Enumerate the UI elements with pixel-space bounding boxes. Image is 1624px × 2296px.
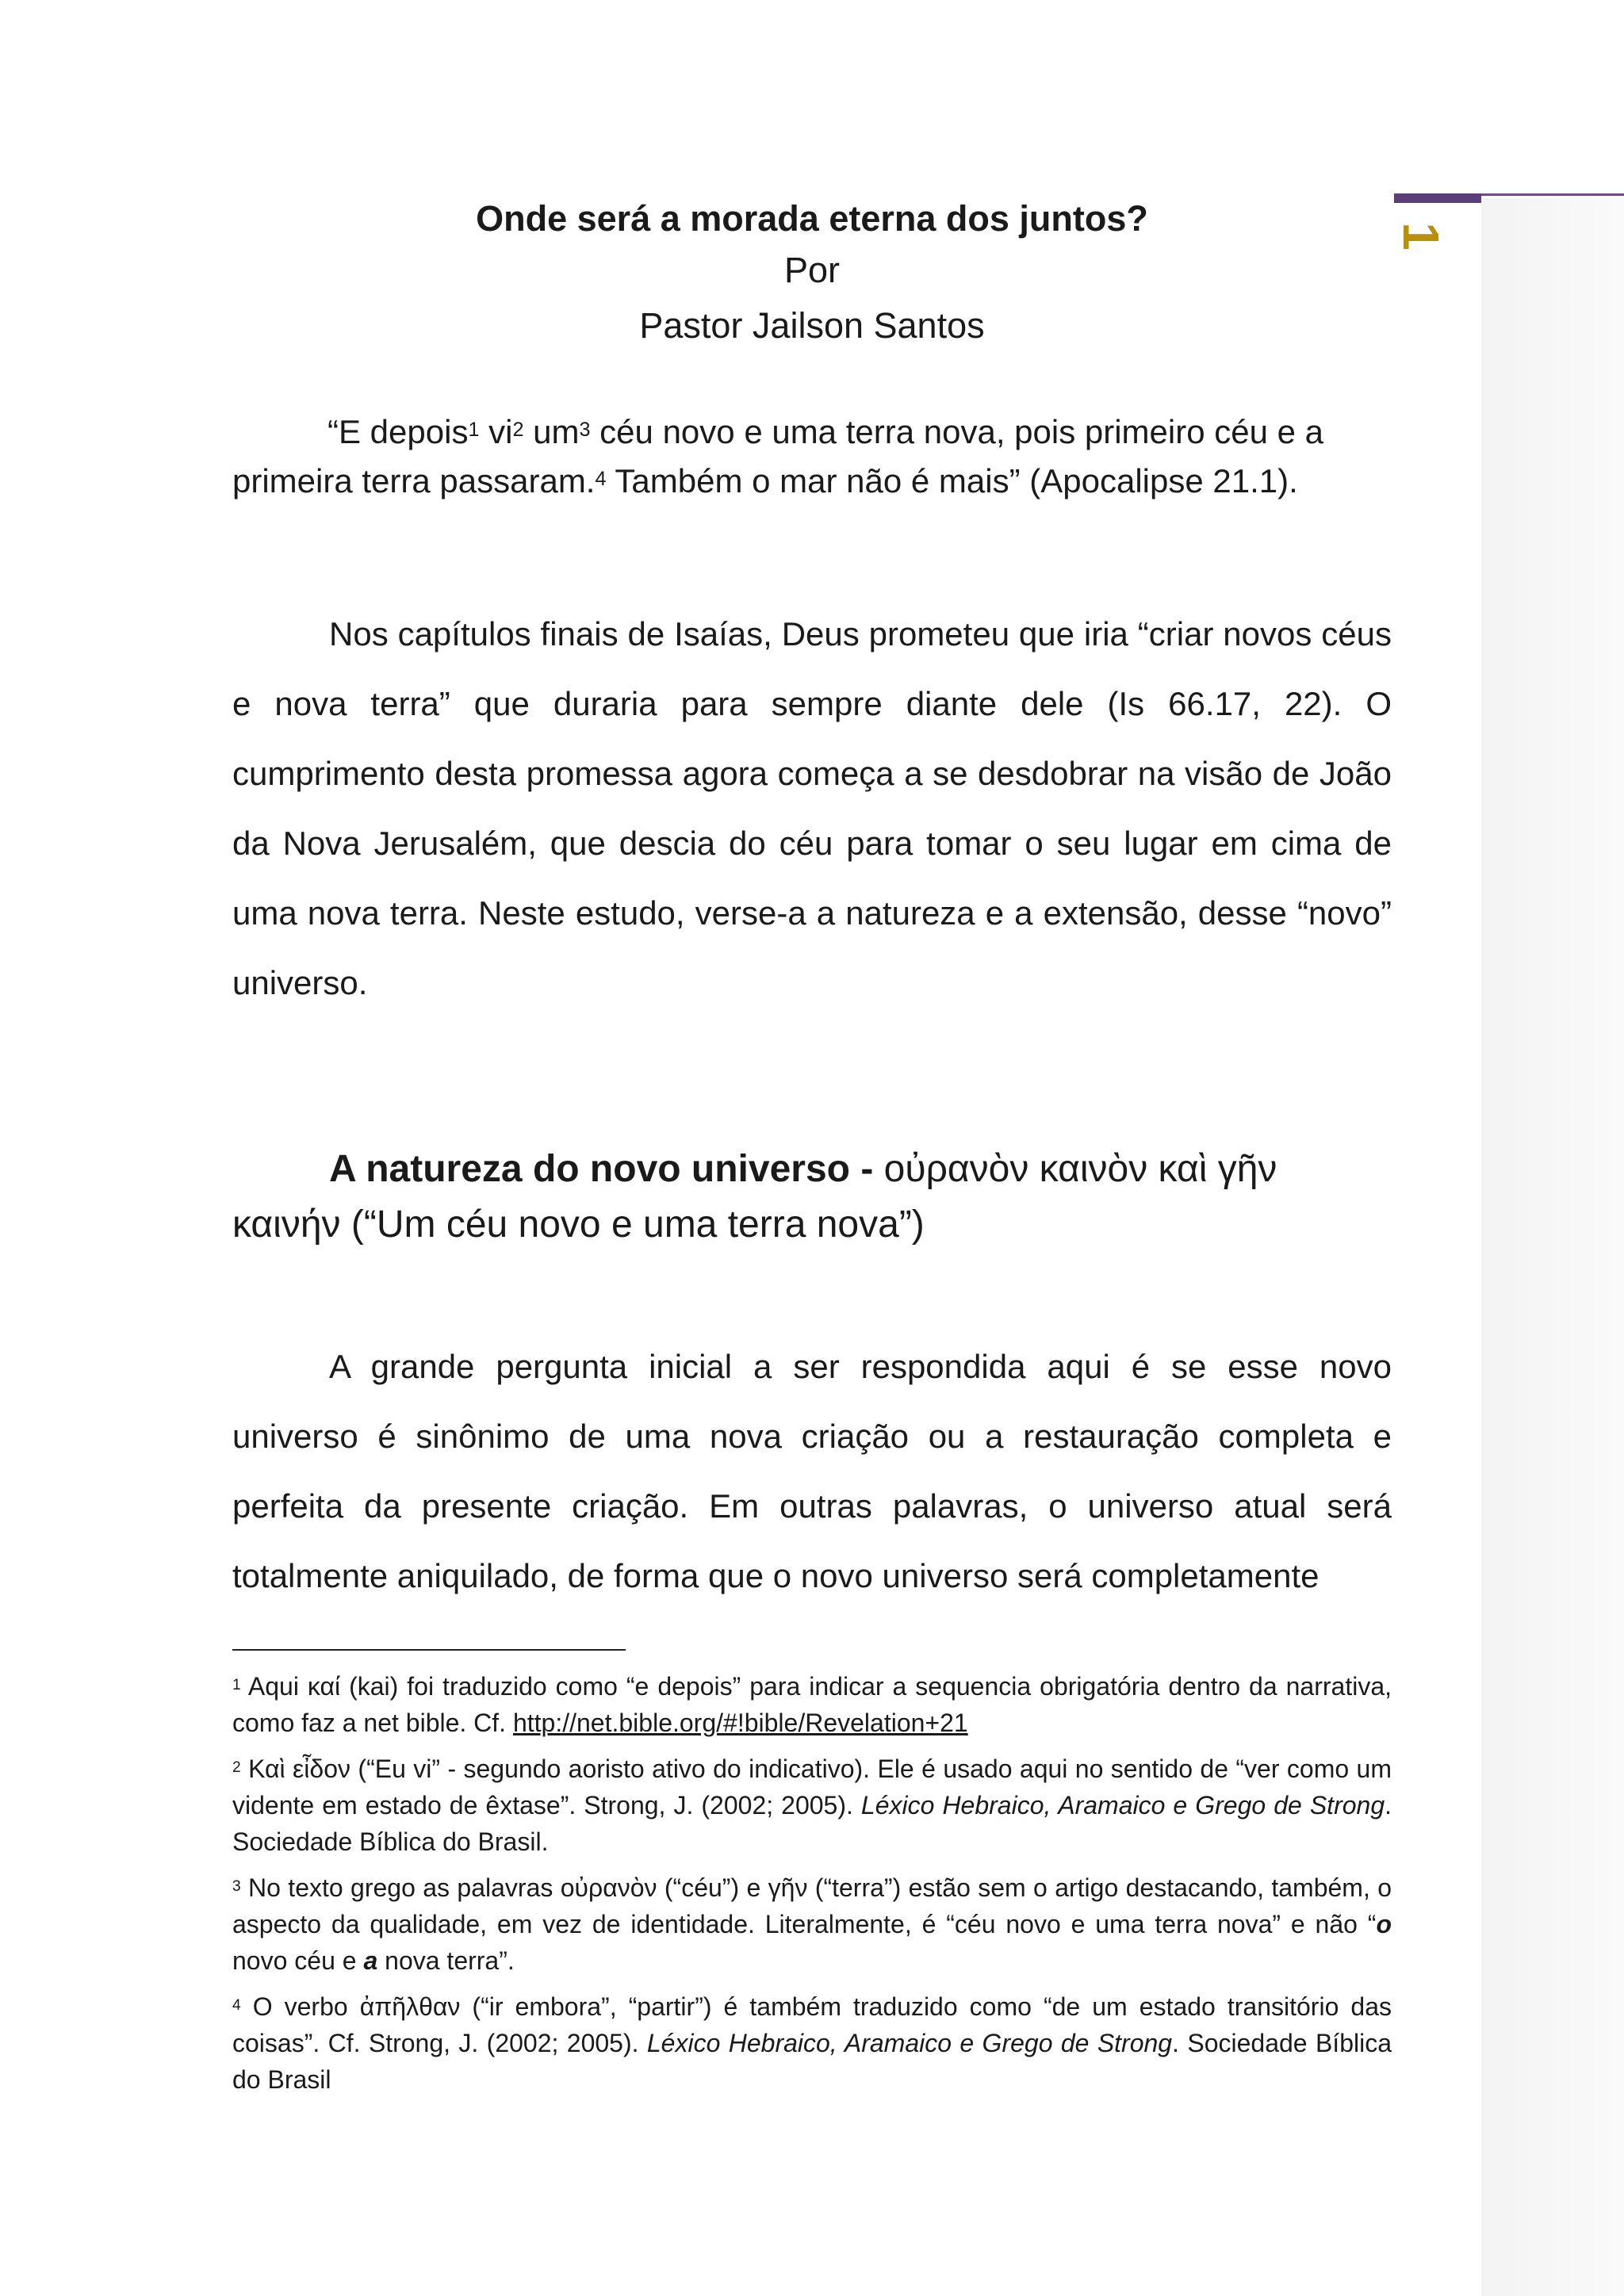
footnote-3	[232, 1869, 1392, 1979]
page-number: 1	[1392, 222, 1450, 251]
footnote-number: 1	[232, 1677, 241, 1694]
quote-open: “	[327, 413, 339, 450]
footnote-2	[232, 1751, 1392, 1860]
footnote-tail: . Sociedade Bíblica do Brasil.	[232, 1791, 1392, 1856]
footnote-number: 2	[232, 1759, 241, 1777]
body-paragraph-nature	[232, 1332, 1392, 1611]
footnote-separator	[232, 1649, 626, 1651]
byline: Por	[783, 250, 841, 290]
footnote-1	[232, 1668, 1392, 1741]
footnote-4	[232, 1988, 1392, 2098]
epigraph-quote	[232, 408, 1392, 506]
footnote-text: No texto grego as palavras οὐρανὸν (“céu”) e γῆν (“terra”) estão sem o artigo destacando, também, o aspecto da qualidade, em vez de identidade. Literalmente, é “céu novo e uma terra nova” e não “	[232, 1873, 1392, 1938]
document-title: Onde será a morada eterna dos juntos?	[476, 198, 1148, 239]
footnote-ref-4[interactable]: 4	[595, 468, 607, 491]
footnote-number: 3	[232, 1878, 241, 1896]
footnote-link[interactable]: http://net.bible.org/#!bible/Revelation+21	[512, 1709, 968, 1737]
quote-text-3: um	[523, 413, 580, 450]
footnote-text: Καὶ εἶδον (“Eu vi” - segundo aoristo ativo do indicativo). Ele é usado aqui no sentido de “ver como um vidente em estado de êxtase”. Strong, J. (2002; 2005).	[232, 1755, 1392, 1820]
footnote-italic-title: Léxico Hebraico, Aramaico e Grego de Strong	[646, 2029, 1173, 2057]
footnote-ref-2[interactable]: 2	[512, 419, 524, 442]
body-paragraph-intro	[232, 599, 1392, 1018]
page-number-tab	[1394, 193, 1481, 203]
footnote-tail: . Sociedade Bíblica do Brasil	[232, 2029, 1392, 2094]
footnote-italic-title: Léxico Hebraico, Aramaico e Grego de Strong	[860, 1791, 1385, 1820]
footnotes	[232, 1668, 1392, 2107]
footnote-ref-1[interactable]: 1	[468, 419, 480, 442]
footnote-mid: novo céu e	[232, 1946, 364, 1975]
section-heading-greek: οὐρανὸν καινὸν καὶ γῆν καινήν (“Um céu novo e uma terra nova”)	[232, 1148, 1277, 1246]
quote-text-1: E depois	[339, 413, 469, 450]
footnote-article-o: o	[1376, 1910, 1392, 1938]
paragraph-text: A grande pergunta inicial a ser respondida aqui é se esse novo universo é sinônimo de uma nova criação ou a restauração completa e perfeita da presente criação. Em outras palavras, o universo atual será totalmente aniquilado, de forma que o novo universo será completamente	[232, 1348, 1392, 1594]
author-name: Pastor Jailson Santos	[639, 305, 985, 346]
quote-text-2: vi	[479, 413, 513, 450]
quote-text-5: Também o mar não é mais” (Apocalipse 21.1).	[606, 462, 1298, 499]
footnote-article-a: a	[363, 1946, 378, 1975]
footnote-number: 4	[232, 1997, 241, 2015]
section-heading-bold: A natureza do novo universo -	[329, 1148, 874, 1190]
section-heading	[232, 1142, 1392, 1253]
quote-text-4: céu novo e uma terra nova, pois primeiro céu e a primeira terra passaram.	[232, 413, 1324, 499]
page-margin-shade	[1481, 198, 1624, 2296]
footnote-text: Aqui καί (kai) foi traduzido como “e depois” para indicar a sequencia obrigatória dentro da narrativa, como faz a net bible. Cf.	[232, 1672, 1392, 1737]
footnote-ref-3[interactable]: 3	[579, 419, 591, 442]
paragraph-text: Nos capítulos finais de Isaías, Deus prometeu que iria “criar novos céus e nova terra” que duraria para sempre diante dele (Is 66.17, 22). O cumprimento desta promessa agora começa a se desdobrar na visão de João da Nova Jerusalém, que descia do céu para tomar o seu lugar em cima de uma nova terra. Neste estudo, verse-a a natureza e a extensão, desse “novo” universo.	[232, 615, 1392, 1001]
footnote-text: O verbo ἀπῆλθαν (“ir embora”, “partir”) é também traduzido como “de um estado transitório das coisas”. Cf. Strong, J. (2002; 2005).	[232, 1992, 1392, 2057]
footnote-tail: nova terra”.	[377, 1946, 515, 1975]
